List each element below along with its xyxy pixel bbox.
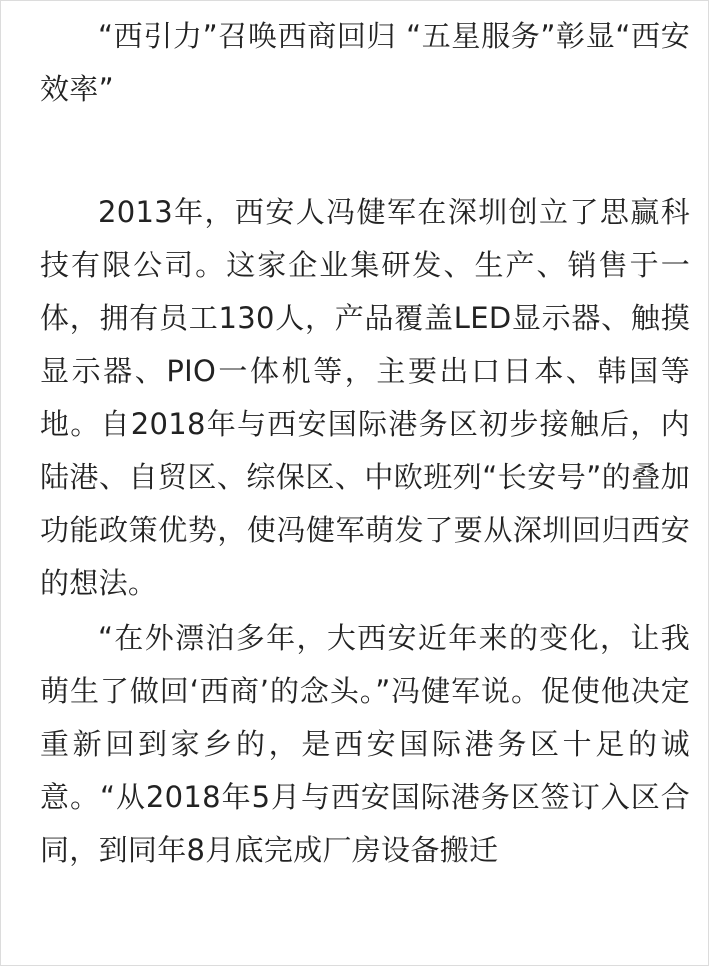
article-paragraph: “在外漂泊多年，大西安近年来的变化，让我萌生了做回‘西商’的念头。”冯健军说。促使他决定重新回到家乡的，是西安国际港务区十足的诚意。“从2018年5月与西安国际港务区签订入区合同，到同年8月底完成厂房设备搬迁 <box>40 621 690 867</box>
article-headline: “西引力”召唤西商回归 “五星服务”彰显“西安效率” <box>40 19 690 106</box>
article-body <box>40 0 690 877</box>
article-paragraph: 2013年，西安人冯健军在深圳创立了思赢科技有限公司。这家企业集研发、生产、销售于一体，拥有员工130人，产品覆盖LED显示器、触摸显示器、PIO一体机等，主要出口日本、韩国等地。自2018年与西安国际港务区初步接触后，内陆港、自贸区、综保区、中欧班列“长安号”的叠加功能政策优势，使冯健军萌发了要从深圳回归西安的想法。 <box>40 195 690 600</box>
section-spacer <box>40 116 690 186</box>
